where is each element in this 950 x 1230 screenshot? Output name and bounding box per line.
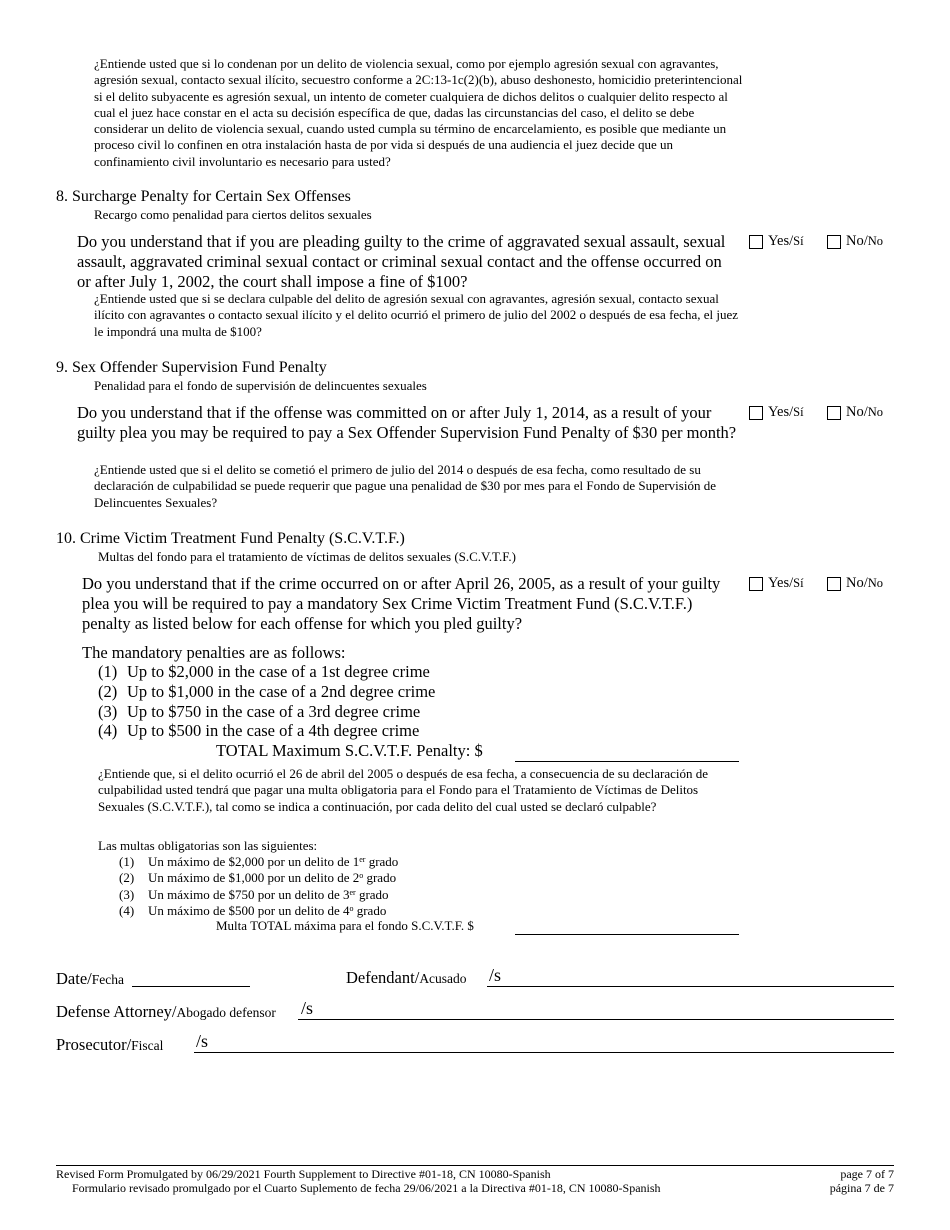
intro-spanish-paragraph: ¿Entiende usted que si lo condenan por un delito de violencia sexual, como por ejemplo agresión sexual con agravantes, agresión sexual, contacto sexual ilícito, secuestro conforme a 2C:13-1c(2)(b), abuso deshonesto, homicidio preterintencional si el delito subyacente es agresión sexual, un intento de cometer cualquiera de dichos delitos o cualquier delito respecto al cual el juez hace constar en el acta su decisión específica de que, dadas las circunstancias del caso, el delito se debe considerar un delito de violencia sexual, cuando usted cumpla su término de encarcelamiento, es posible que mediante un proceso civil lo confinen en otra instalación hasta de por vida si después de una audiencia el juez decide que un confinamiento civil involuntario es necesario para usted? <box>94 56 743 169</box>
prosecutor-signature: /s <box>196 1031 209 1051</box>
q10-question-spanish: ¿Entiende que, si el delito ocurrió el 26 de abril del 2005 o después de esa fecha, a consecuencia de su declaración de culpabilidad usted tendrá que pagar una multa obligatoria para el Fondo para el Tratamiento de Víctimas de Delitos Sexuales (S.C.V.T.F.), tal como se indica a continuación, por cada delito del cual usted se declaró culpable? <box>98 766 709 814</box>
defense-attorney-label: Defense Attorney/Abogado defensor <box>56 1002 276 1021</box>
list-item: (3) Un máximo de $750 por un delito de 3er grado <box>119 886 389 902</box>
date-label: Date/Fecha <box>56 969 124 988</box>
q9-question: Do you understand that if the offense was committed on or after July 1, 2014, as a result of your guilty plea you may be required to pay a Sex Offender Supervision Fund Penalty of $30 per month? <box>77 403 737 442</box>
q10-yes-checkbox[interactable] <box>749 575 804 592</box>
q9-yes-checkbox[interactable] <box>749 404 804 421</box>
no-label: No/ <box>846 233 868 249</box>
checkbox-square-icon[interactable] <box>827 577 841 591</box>
list-item: (2) Un máximo de $1,000 por un delito de 2$^o$ grado <box>119 870 397 886</box>
q10-no-checkbox[interactable] <box>827 575 883 592</box>
checkbox-square-icon[interactable] <box>827 235 841 249</box>
penalties-list-spanish <box>119 854 398 919</box>
footer-spanish: Formulario revisado promulgado por el Cuarto Suplemento de fecha 29/06/2021 a la Directiva #01-18, CN 10080-Spanish <box>72 1181 661 1195</box>
q9-heading-spanish: Penalidad para el fondo de supervisión de delincuentes sexuales <box>94 378 427 393</box>
q10-heading-spanish: Multas del fondo para el tratamiento de víctimas de delitos sexuales (S.C.V.T.F.) <box>98 549 516 564</box>
list-item: (1) Up to $2,000 in the case of a 1st degree crime <box>98 662 430 681</box>
yes-label: Yes/ <box>768 404 794 420</box>
q8-question-spanish: ¿Entiende usted que si se declara culpable del delito de agresión sexual con agravantes, agresión sexual, contacto sexual ilícito con agravantes o contacto sexual ilícito y el delito ocurrió el primero de julio del 2002 o después de esa fecha, el juez le impondrá una multa de $100? <box>94 291 739 339</box>
defendant-label: Defendant/Acusado <box>346 968 467 987</box>
total-penalty-label: TOTAL Maximum S.C.V.T.F. Penalty: $ <box>216 741 483 760</box>
q8-yes-checkbox[interactable] <box>749 233 804 250</box>
date-field[interactable] <box>132 986 250 987</box>
list-item: (1) Un máximo de $2,000 por un delito de 1er grado <box>119 854 399 869</box>
footer-english: Revised Form Promulgated by 06/29/2021 Fourth Supplement to Directive #01-18, CN 10080-Spanish <box>56 1167 551 1181</box>
checkbox-square-icon[interactable] <box>749 406 763 420</box>
total-penalty-input[interactable] <box>515 761 739 762</box>
no-label: No/ <box>846 404 868 420</box>
penalties-intro: The mandatory penalties are as follows: <box>82 643 346 662</box>
list-item: (3) Up to $750 in the case of a 3rd degree crime <box>98 701 421 721</box>
no-label-spanish: No <box>867 405 884 419</box>
q10-question: Do you understand that if the crime occurred on or after April 26, 2005, as a result of your guilty plea you will be required to pay a mandatory Sex Crime Victim Treatment Fund (S.C.V.T.F.) penalty as listed below for each offense for which you pled guilty? <box>82 574 721 633</box>
defense-attorney-signature-field[interactable] <box>298 1019 894 1020</box>
defendant-signature: /s <box>489 965 502 985</box>
q10-heading: 10. Crime Victim Treatment Fund Penalty (S.C.V.T.F.) <box>56 530 405 547</box>
si-label: Sí <box>793 576 804 590</box>
defendant-signature-field[interactable] <box>487 986 894 987</box>
checkbox-square-icon[interactable] <box>749 235 763 249</box>
checkbox-square-icon[interactable] <box>749 577 763 591</box>
q8-heading: 8. Surcharge Penalty for Certain Sex Offenses <box>56 188 351 205</box>
page-number-spanish: página 7 de 7 <box>829 1181 894 1195</box>
total-penalty-label-spanish: Multa TOTAL máxima para el fondo S.C.V.T.F. $ <box>216 918 474 933</box>
yes-label: Yes/ <box>768 575 794 591</box>
total-penalty-input-spanish[interactable] <box>515 934 739 935</box>
page-number: page 7 of 7 <box>840 1167 894 1181</box>
q8-no-checkbox[interactable] <box>827 233 883 250</box>
no-label-spanish: No <box>867 576 884 590</box>
q9-question-spanish: ¿Entiende usted que si el delito se cometió el primero de julio del 2014 o después de esa fecha, como resultado de su declaración de culpabilidad se puede requerir que pague una penalidad de $30 por mes para el Fondo de Supervisión de Delincuentes Sexuales? <box>94 462 716 510</box>
prosecutor-signature-field[interactable] <box>194 1052 894 1053</box>
checkbox-square-icon[interactable] <box>827 406 841 420</box>
q9-no-checkbox[interactable] <box>827 404 883 421</box>
prosecutor-label: Prosecutor/Fiscal <box>56 1035 164 1054</box>
si-label: Sí <box>793 405 804 419</box>
penalties-list <box>98 662 435 741</box>
penalties-intro-spanish: Las multas obligatorias son las siguientes: <box>98 838 318 853</box>
si-label: Sí <box>793 234 804 248</box>
no-label-spanish: No <box>867 234 884 248</box>
list-item: (2) Up to $1,000 in the case of a 2nd degree crime <box>98 681 436 701</box>
footer-divider <box>56 1165 894 1166</box>
yes-label: Yes/ <box>768 233 794 249</box>
q9-heading: 9. Sex Offender Supervision Fund Penalty <box>56 359 327 376</box>
no-label: No/ <box>846 575 868 591</box>
list-item: (4) Un máximo de $500 por un delito de 4$^o$ grado <box>119 902 387 918</box>
defense-attorney-signature: /s <box>301 998 314 1018</box>
list-item: (4) Up to $500 in the case of a 4th degree crime <box>98 721 420 741</box>
q8-heading-spanish: Recargo como penalidad para ciertos delitos sexuales <box>94 207 372 222</box>
q8-question: Do you understand that if you are pleading guilty to the crime of aggravated sexual assault, sexual assault, aggravated criminal sexual contact or criminal sexual contact and the offense occurred on or after July 1, 2002, the court shall impose a fine of $100? <box>77 232 726 291</box>
